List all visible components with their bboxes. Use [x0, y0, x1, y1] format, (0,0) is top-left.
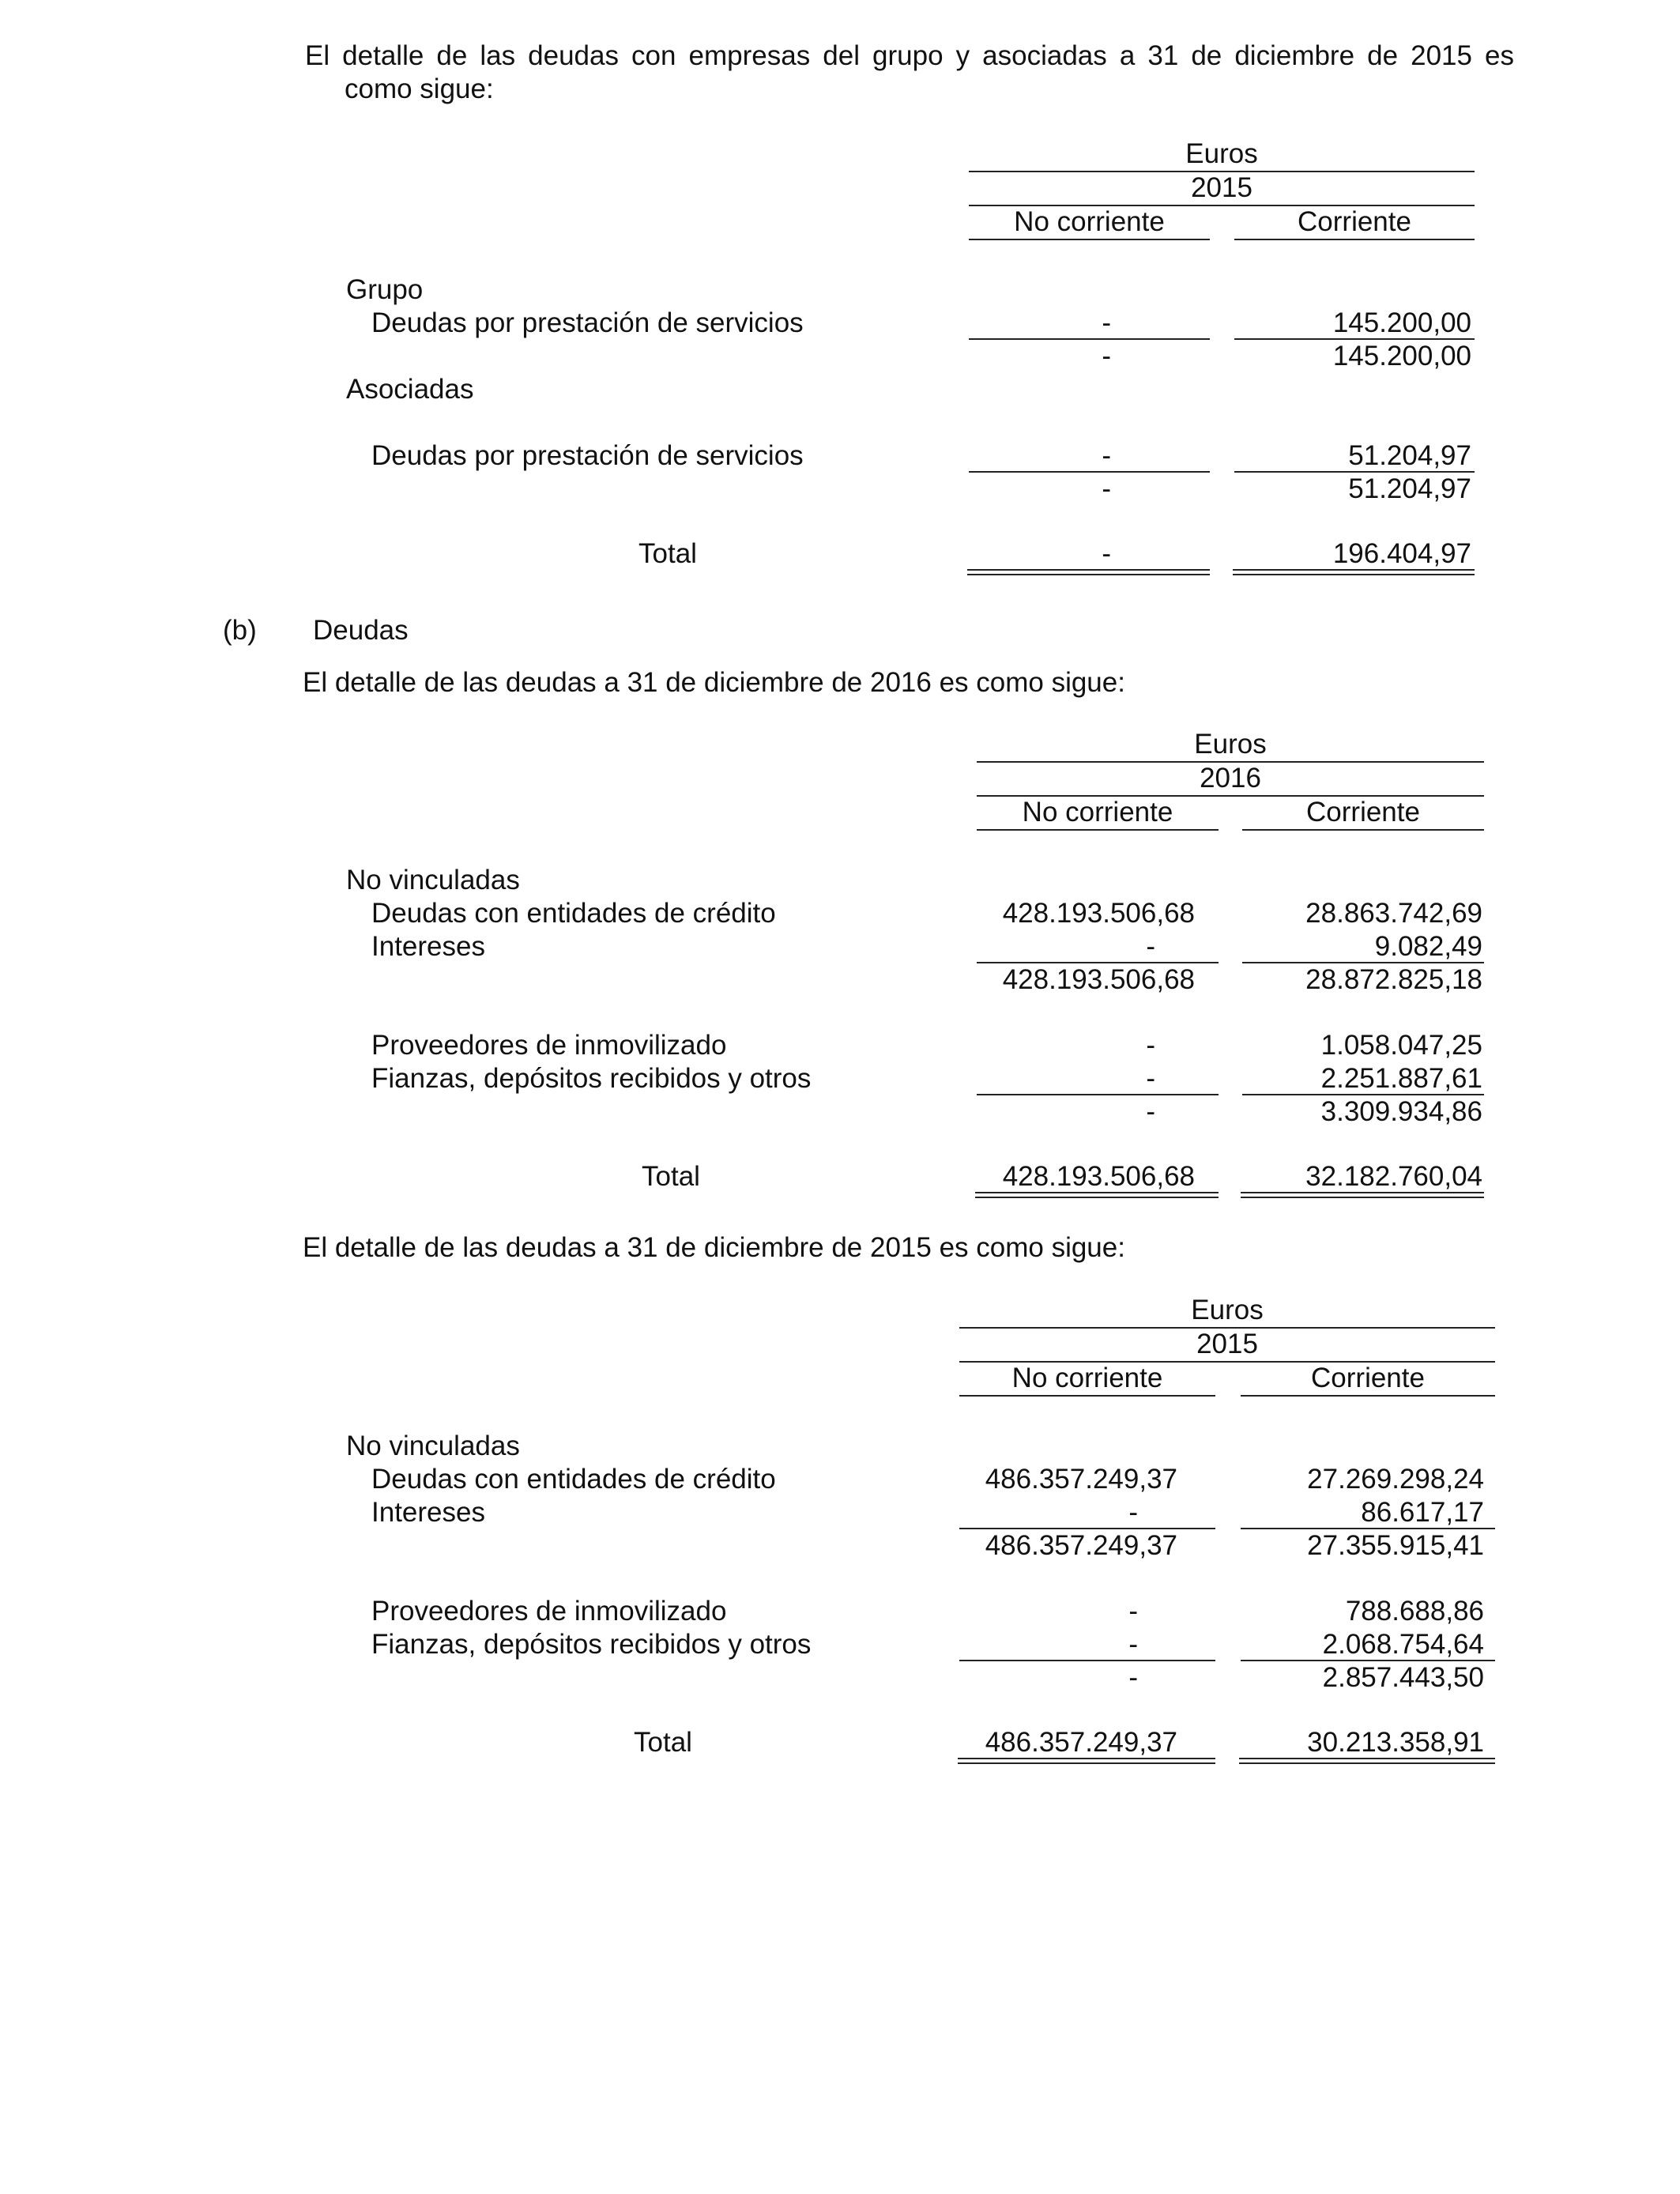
subtotal-no-corriente: - — [1146, 1096, 1155, 1127]
subtotal-no-corriente: 486.357.249,37 — [985, 1530, 1177, 1561]
cell-no-corriente: - — [1102, 307, 1111, 338]
cell-corriente: 27.269.298,24 — [1307, 1464, 1484, 1495]
subtotal-corriente: 2.857.443,50 — [1322, 1662, 1484, 1693]
currency-header: Euros — [1194, 729, 1267, 760]
cell-corriente: 28.863.742,69 — [1305, 898, 1482, 929]
subtotal-corriente: 3.309.934,86 — [1320, 1096, 1482, 1127]
row-label: Deudas por prestación de servicios — [371, 307, 804, 338]
subtotal-no-corriente: - — [1102, 473, 1111, 504]
intro-paragraph-2016: El detalle de las deudas a 31 de diciembre de 2016 es como sigue: — [303, 667, 1125, 698]
cell-no-corriente: - — [1146, 931, 1155, 962]
total-corriente: 196.404,97 — [1332, 538, 1471, 569]
row-label: Intereses — [371, 931, 485, 962]
intro-paragraph-2015: El detalle de las deudas a 31 de diciembre de 2015 es como sigue: — [303, 1232, 1125, 1263]
cell-corriente: 51.204,97 — [1348, 440, 1471, 471]
year-header: 2015 — [1191, 172, 1252, 203]
header-rule — [959, 1395, 1215, 1397]
cell-no-corriente: 428.193.506,68 — [1002, 898, 1195, 929]
year-header: 2016 — [1200, 763, 1261, 794]
cell-no-corriente: - — [1128, 1596, 1138, 1627]
cell-corriente: 86.617,17 — [1361, 1497, 1484, 1528]
total-label: Total — [638, 538, 697, 569]
total-no-corriente: - — [1102, 538, 1111, 569]
row-label: Fianzas, depósitos recibidos y otros — [371, 1063, 812, 1094]
currency-header: Euros — [1185, 138, 1258, 169]
row-label: Proveedores de inmovilizado — [371, 1596, 727, 1627]
cell-no-corriente: 486.357.249,37 — [985, 1464, 1177, 1495]
header-rule — [1242, 829, 1484, 831]
intro-line-2: como sigue: — [345, 74, 494, 104]
total-corriente: 30.213.358,91 — [1307, 1727, 1484, 1758]
group-label: No vinculadas — [346, 865, 520, 895]
cell-corriente: 2.251.887,61 — [1320, 1063, 1482, 1094]
intro-paragraph-group-debts — [305, 40, 1514, 106]
row-label: Deudas por prestación de servicios — [371, 440, 804, 471]
subtotal-no-corriente: - — [1102, 341, 1111, 371]
total-no-corriente: 486.357.249,37 — [985, 1727, 1177, 1758]
total-double-rule — [958, 1758, 1215, 1764]
total-no-corriente: 428.193.506,68 — [1002, 1161, 1195, 1192]
cell-no-corriente: - — [1146, 1030, 1155, 1061]
subtotal-no-corriente: 428.193.506,68 — [1002, 964, 1195, 995]
cell-no-corriente: - — [1128, 1629, 1138, 1660]
header-rule — [969, 239, 1210, 240]
total-double-rule — [1241, 1192, 1484, 1198]
subtotal-corriente: 145.200,00 — [1332, 341, 1471, 371]
cell-no-corriente: - — [1146, 1063, 1155, 1094]
group-label: Asociadas — [346, 374, 474, 405]
row-label: Deudas con entidades de crédito — [371, 898, 776, 929]
column-header-no-corriente: No corriente — [1022, 797, 1173, 827]
section-title: Deudas — [313, 615, 409, 646]
header-rule — [1241, 1395, 1495, 1397]
intro-line-1: El detalle de las deudas con empresas del grupo y asociadas a 31 de diciembre de 2015 es — [305, 40, 1514, 71]
column-header-corriente: Corriente — [1311, 1363, 1425, 1393]
row-label: Fianzas, depósitos recibidos y otros — [371, 1629, 812, 1660]
subtotal-no-corriente: - — [1128, 1662, 1138, 1693]
subtotal-corriente: 27.355.915,41 — [1307, 1530, 1484, 1561]
column-header-corriente: Corriente — [1306, 797, 1420, 827]
header-rule — [1234, 239, 1475, 240]
total-double-rule — [1239, 1758, 1495, 1764]
subtotal-corriente: 51.204,97 — [1348, 473, 1471, 504]
cell-corriente: 9.082,49 — [1374, 931, 1482, 962]
cell-no-corriente: - — [1102, 440, 1111, 471]
cell-corriente: 2.068.754,64 — [1322, 1629, 1484, 1660]
cell-no-corriente: - — [1128, 1497, 1138, 1528]
cell-corriente: 145.200,00 — [1332, 307, 1471, 338]
group-label: No vinculadas — [346, 1431, 520, 1461]
header-rule — [977, 829, 1219, 831]
group-label: Grupo — [346, 274, 424, 305]
column-header-corriente: Corriente — [1298, 206, 1411, 237]
cell-corriente: 788.688,86 — [1345, 1596, 1484, 1627]
row-label: Deudas con entidades de crédito — [371, 1464, 776, 1495]
section-label: (b) — [223, 615, 257, 646]
total-double-rule — [975, 1192, 1219, 1198]
currency-header: Euros — [1191, 1295, 1264, 1325]
total-double-rule — [1233, 569, 1475, 575]
total-corriente: 32.182.760,04 — [1305, 1161, 1482, 1192]
row-label: Proveedores de inmovilizado — [371, 1030, 727, 1061]
subtotal-corriente: 28.872.825,18 — [1305, 964, 1482, 995]
row-label: Intereses — [371, 1497, 485, 1528]
total-double-rule — [967, 569, 1210, 575]
cell-corriente: 1.058.047,25 — [1320, 1030, 1482, 1061]
column-header-no-corriente: No corriente — [1011, 1363, 1163, 1393]
total-label: Total — [642, 1161, 700, 1192]
total-label: Total — [634, 1727, 692, 1758]
column-header-no-corriente: No corriente — [1014, 206, 1165, 237]
year-header: 2015 — [1196, 1329, 1258, 1359]
